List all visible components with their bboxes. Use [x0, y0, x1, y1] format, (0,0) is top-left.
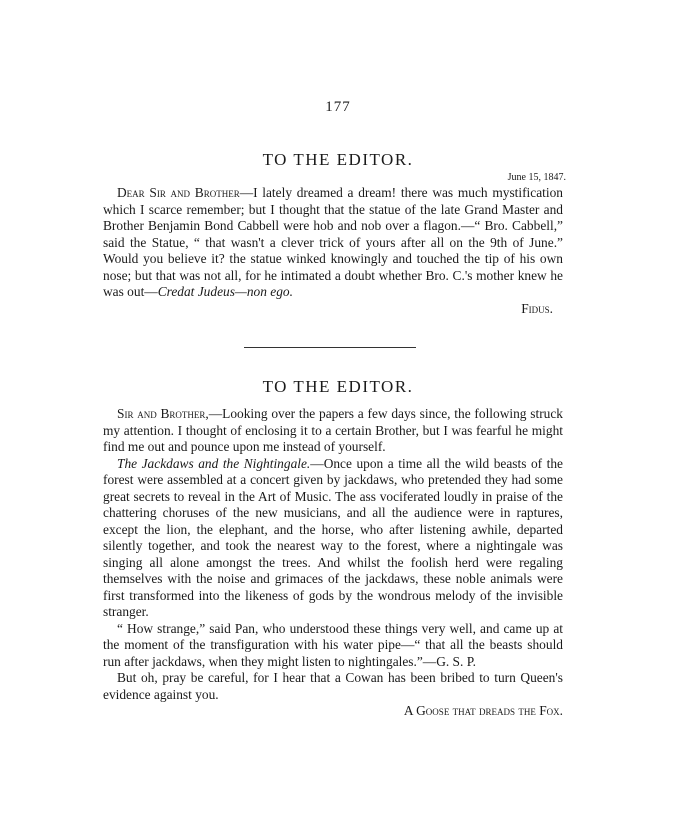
letter2-heading: TO THE EDITOR.	[262, 377, 414, 396]
letter2-signature: A Goose that dreads the Fox.	[403, 703, 563, 718]
letter2-para1-text: —Looking over the papers a few days since, the following struck my attention. I thought of enclosing it to a certain Brother, but I was fearful he might find me out and pounce upon me instead of yourself.	[103, 406, 563, 454]
letter1-text: —I lately dreamed a dream! there was much mystification which I scarce remember; but I thought that the statue of the late Grand Master and Brother Benjamin Bond Cabbell were hob and nob over a flagon.—“ Bro. Cabbell,” said the Statue, “ that wasn't a clever trick of yours after all on the 9th of June.” Would you believe it? the statue winked knowingly and touched the tip of his own nose; but that was not all, for he intimated a doubt whether Bro. C.'s mother knew he was out—	[103, 185, 563, 299]
page-number: 177	[325, 99, 351, 115]
letter1-date: June 15, 1847.	[507, 172, 566, 183]
letter2-paragraph-1	[103, 406, 563, 456]
letter2-salutation: Sir and Brother,	[117, 406, 209, 421]
letter1-heading: TO THE EDITOR.	[262, 150, 414, 169]
letter1-salutation: Dear Sir and Brother	[117, 185, 240, 200]
letter2-paragraph-3: “ How strange,” said Pan, who understood these things very well, and came up at the moment of the transfiguration with his water pipe—“ that all the beasts should run after jackdaws, when they might listen to nightingales.”—G. S. P.	[103, 620, 563, 669]
letter2-paragraph-2	[103, 456, 563, 621]
section-divider	[244, 347, 416, 348]
letter1-body	[103, 185, 563, 317]
letter2-para2-text: —Once upon a time all the wild beasts of the forest were assembled at a concert given by jackdaws, who pretended they had some great secrets to reveal in the Art of Music. The ass vociferated loudly in praise of the chattering choruses of the new musicians, and all the audience were in raptures, except the lion, the elephant, and the horse, who after listening awhile, departed silently together, and took the nearest way to the forest, where a nightingale was singing all alone amongst the trees. And whilst the foolish herd were regaling themselves with the noise and grimaces of the jackdaws, these noble animals were first transformed into the likeness of gods by the wondrous melody of the invisible stranger.	[103, 455, 564, 619]
letter1-signature: Fidus.	[521, 300, 553, 316]
letter2-paragraph-4: But oh, pray be careful, for I hear that a Cowan has been bribed to turn Queen's evidence against you.	[103, 670, 563, 702]
letter1-paragraph	[103, 185, 563, 301]
letter2-body	[103, 406, 563, 720]
letter1-latin-quote: Credat Judeus—non ego.	[157, 284, 293, 299]
fable-title: The Jackdaws and the Nightingale.	[117, 455, 311, 471]
